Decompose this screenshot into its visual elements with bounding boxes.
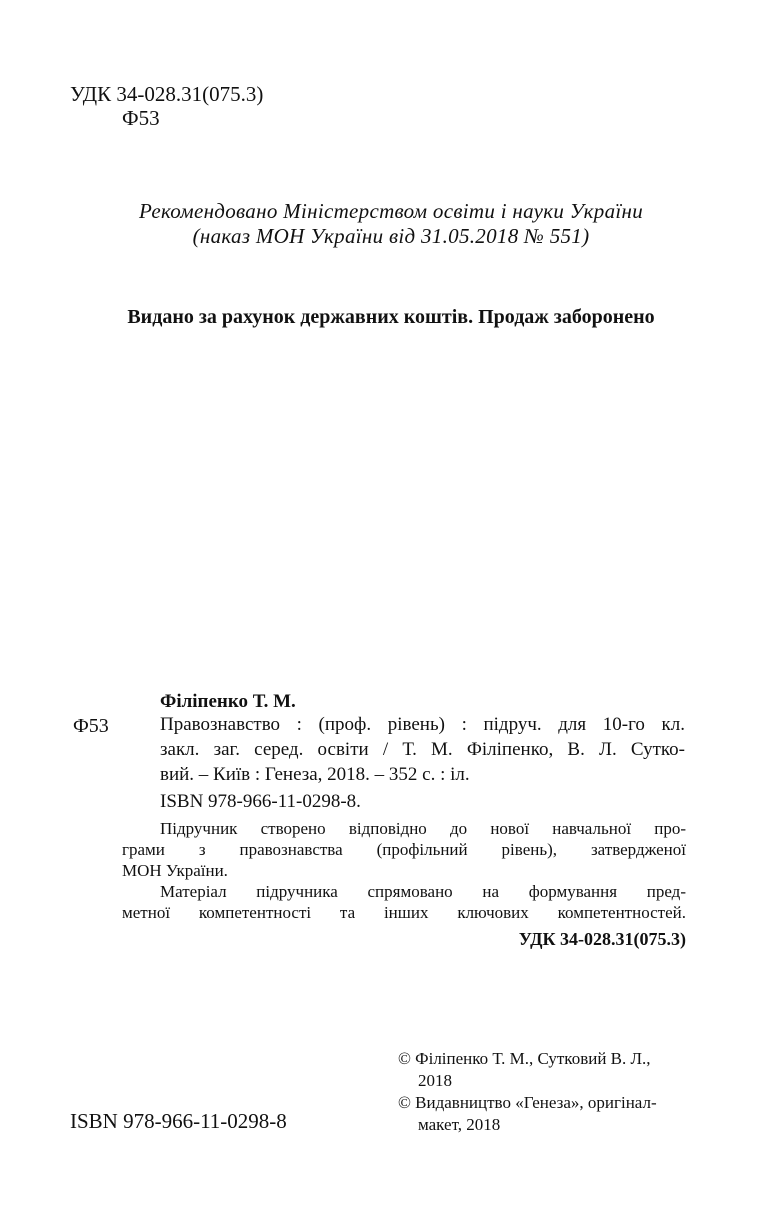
recommendation-line-1: Рекомендовано Міністерством освіти і науки України	[138, 199, 644, 223]
footer-isbn: ISBN 978-966-11-0298-8	[70, 1109, 287, 1133]
bib-udk: УДК 34-028.31(075.3)	[518, 929, 686, 949]
bib-isbn: ISBN 978-966-11-0298-8.	[160, 791, 361, 812]
funding-notice: Видано за рахунок державних коштів. Продаж заборонено	[127, 306, 655, 328]
bib-author-code: Ф53	[73, 715, 109, 737]
bib-description-line: Правознавство : (проф. рівень) : підруч. для 10-го кл.	[160, 714, 685, 735]
annotation-line: метної компетентності та інших ключових компетентностей.	[122, 903, 686, 922]
author-code-header: Ф53	[122, 106, 160, 130]
bib-author: Філіпенко Т. М.	[160, 691, 296, 712]
copyright-authors-year: 2018	[418, 1071, 452, 1090]
copyright-publisher-year: макет, 2018	[418, 1115, 501, 1134]
bib-description-line: закл. заг. серед. освіти / Т. М. Філіпенко, В. Л. Сутко-	[160, 739, 685, 760]
annotation	[122, 818, 686, 923]
bib-description-line: вий. – Київ : Генеза, 2018. – 352 с. : іл.	[160, 764, 470, 785]
recommendation-line-2: (наказ МОН України від 31.05.2018 № 551)	[192, 224, 590, 248]
bib-description	[160, 712, 685, 787]
copyright-authors: © Філіпенко Т. М., Сутковий В. Л.,	[398, 1049, 651, 1068]
copyright-block	[398, 1048, 710, 1136]
annotation-line: грами з правознавства (профільний рівень), затвердженої	[122, 840, 686, 859]
annotation-line: Матеріал підручника спрямовано на формування пред-	[160, 882, 686, 901]
copyright-publisher: © Видавництво «Генеза», оригінал-	[398, 1093, 657, 1112]
udk-header: УДК 34-028.31(075.3)	[70, 82, 264, 106]
annotation-line: МОН України.	[122, 861, 228, 880]
annotation-line: Підручник створено відповідно до нової навчальної про-	[160, 819, 686, 838]
